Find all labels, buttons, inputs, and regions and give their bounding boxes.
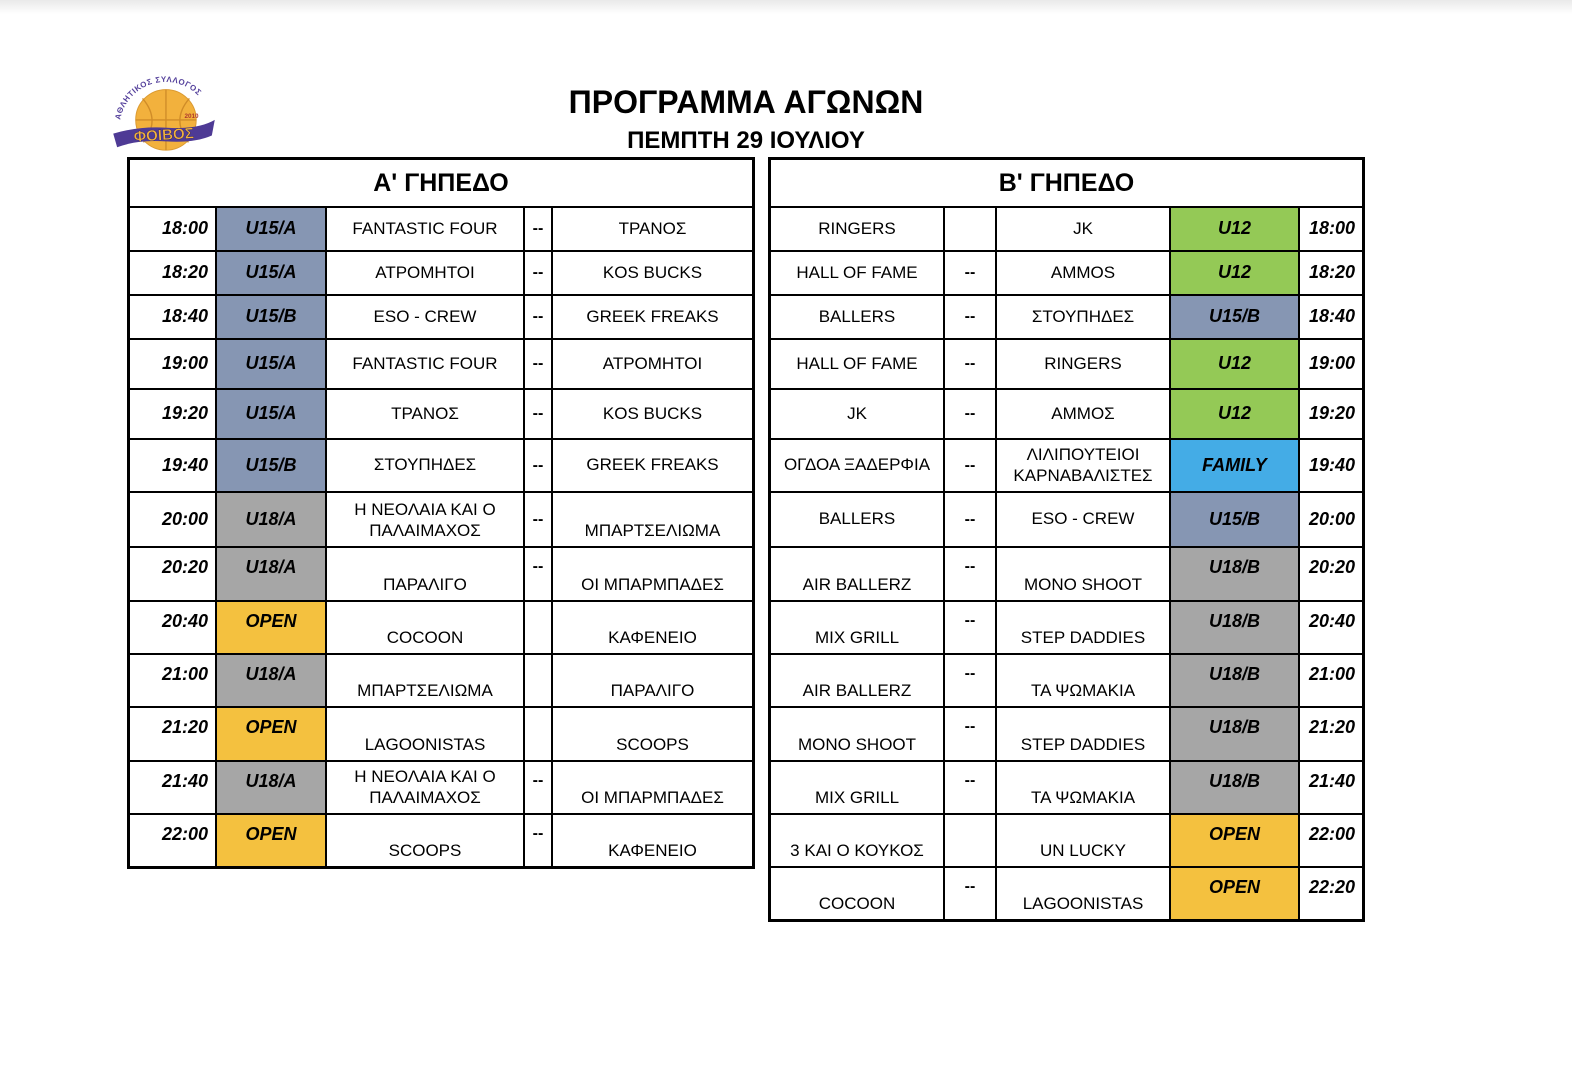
vs-separator: -- [945,390,995,438]
time-cell: 19:20 [130,390,215,438]
vs-separator: -- [525,390,551,438]
team1-cell: FANTASTIC FOUR [327,208,523,250]
vs-separator: -- [525,208,551,250]
page-subtitle: ΠΕΜΠΤΗ 29 ΙΟΥΛΙΟΥ [627,127,865,154]
team2-cell: ΟΙ ΜΠΑΡΜΠΑΔΕΣ [553,762,752,813]
team1-cell: COCOON [327,602,523,653]
vs-separator: -- [525,296,551,338]
vs-separator: -- [945,762,995,813]
time-cell: 18:00 [130,208,215,250]
category-badge: U15/A [217,340,325,388]
time-cell: 18:20 [130,252,215,294]
category-badge: U18/B [1171,708,1298,760]
time-cell: 20:40 [1300,602,1362,653]
team1-cell: AIR BALLERZ [771,548,943,600]
time-cell: 19:00 [130,340,215,388]
team2-cell: ΠΑΡΑΛΙΓΟ [553,655,752,706]
team1-cell: BALLERS [771,296,943,338]
court-a-header: Α' ΓΗΠΕΔΟ [130,160,752,206]
team1-cell: SCOOPS [327,815,523,866]
category-badge: U18/B [1171,762,1298,813]
court-b-header: Β' ΓΗΠΕΔΟ [771,160,1362,206]
time-cell: 21:20 [130,708,215,760]
vs-separator: -- [525,252,551,294]
vs-separator: -- [945,602,995,653]
vs-separator: -- [945,655,995,706]
team1-cell: ΟΓΔΟΑ ΞΑΔΕΡΦΙΑ [771,440,943,491]
team1-cell: MONO SHOOT [771,708,943,760]
team2-cell: ΤΑ ΨΩΜΑΚΙΑ [997,762,1169,813]
category-badge: U18/B [1171,548,1298,600]
team2-cell: ΚΑΦΕΝΕΙΟ [553,815,752,866]
time-cell: 19:40 [130,440,215,491]
category-badge: U12 [1171,340,1298,388]
team1-cell: BALLERS [771,493,943,546]
category-badge: OPEN [217,602,325,653]
vs-separator: -- [945,340,995,388]
team1-cell: Η ΝΕΟΛΑΙΑ ΚΑΙ Ο ΠΑΛΑΙΜΑΧΟΣ [327,762,523,813]
team2-cell: KOS BUCKS [553,390,752,438]
vs-separator: -- [525,440,551,491]
category-badge: OPEN [217,708,325,760]
team2-cell: ΚΑΦΕΝΕΙΟ [553,602,752,653]
team2-cell: ΜΠΑΡΤΣΕΛΙΩΜΑ [553,493,752,546]
court-b-table [768,157,1365,922]
time-cell: 21:00 [130,655,215,706]
team1-cell: ΣΤΟΥΠΗΔΕΣ [327,440,523,491]
team1-cell: ΑΤΡΟΜΗΤΟΙ [327,252,523,294]
category-badge: U15/B [217,440,325,491]
vs-separator [525,655,551,706]
category-badge: U12 [1171,390,1298,438]
team1-cell: JK [771,390,943,438]
team1-cell: MIX GRILL [771,602,943,653]
vs-separator: -- [945,296,995,338]
team1-cell: HALL OF FAME [771,340,943,388]
vs-separator [525,708,551,760]
page-title: ΠΡΟΓΡΑΜΜΑ ΑΓΩΝΩΝ [568,84,924,120]
team2-cell: ΑΤΡΟΜΗΤΟΙ [553,340,752,388]
time-cell: 21:40 [130,762,215,813]
team1-cell: AIR BALLERZ [771,655,943,706]
time-cell: 21:40 [1300,762,1362,813]
category-badge: OPEN [1171,868,1298,919]
category-badge: U18/A [217,548,325,600]
team2-cell: RINGERS [997,340,1169,388]
vs-separator: -- [945,252,995,294]
team2-cell: LAGOONISTAS [997,868,1169,919]
time-cell: 22:00 [1300,815,1362,866]
team2-cell: ΣΤΟΥΠΗΔΕΣ [997,296,1169,338]
team2-cell: ΛΙΛΙΠΟΥΤΕΙΟΙ ΚΑΡΝΑΒΑΛΙΣΤΕΣ [997,440,1169,491]
category-badge: U15/A [217,390,325,438]
team2-cell: SCOOPS [553,708,752,760]
team1-cell: Η ΝΕΟΛΑΙΑ ΚΑΙ Ο ΠΑΛΑΙΜΑΧΟΣ [327,493,523,546]
team2-cell: ΤΑ ΨΩΜΑΚΙΑ [997,655,1169,706]
category-badge: U18/A [217,762,325,813]
logo-arc-text: ΑΘΛΗΤΙΚΟΣ ΣΥΛΛΟΓΟΣ [113,76,204,121]
time-cell: 20:20 [130,548,215,600]
category-badge: U18/B [1171,655,1298,706]
vs-separator: -- [945,868,995,919]
viewer-top-shadow [0,0,1572,14]
vs-separator: -- [525,762,551,813]
court-a-table [127,157,755,869]
team1-cell: ESO - CREW [327,296,523,338]
time-cell: 18:40 [130,296,215,338]
category-badge: U15/A [217,252,325,294]
team1-cell: ΤΡΑΝΟΣ [327,390,523,438]
time-cell: 21:20 [1300,708,1362,760]
team2-cell: MONO SHOOT [997,548,1169,600]
logo-club-name: ΦΟΙΒΟΣ [133,125,195,146]
team2-cell: GREEK FREAKS [553,440,752,491]
team2-cell: ESO - CREW [997,493,1169,546]
time-cell: 20:00 [1300,493,1362,546]
category-badge: U12 [1171,252,1298,294]
time-cell: 20:40 [130,602,215,653]
category-badge: U18/B [1171,602,1298,653]
vs-separator: -- [945,548,995,600]
team2-cell: UN LUCKY [997,815,1169,866]
team1-cell: ΜΠΑΡΤΣΕΛΙΩΜΑ [327,655,523,706]
vs-separator: -- [525,548,551,600]
team2-cell: STEP DADDIES [997,708,1169,760]
vs-separator: -- [945,440,995,491]
category-badge: U15/B [1171,296,1298,338]
vs-separator [525,602,551,653]
time-cell: 22:20 [1300,868,1362,919]
time-cell: 19:40 [1300,440,1362,491]
team1-cell: FANTASTIC FOUR [327,340,523,388]
team2-cell: JK [997,208,1169,250]
vs-separator: -- [525,815,551,866]
category-badge: U15/A [217,208,325,250]
category-badge: U15/B [1171,493,1298,546]
time-cell: 20:20 [1300,548,1362,600]
category-badge: U18/A [217,655,325,706]
logo-year: 2010 [184,112,199,120]
category-badge: U12 [1171,208,1298,250]
team2-cell: ΤΡΑΝΟΣ [553,208,752,250]
time-cell: 18:40 [1300,296,1362,338]
team1-cell: MIX GRILL [771,762,943,813]
category-badge: U18/A [217,493,325,546]
team2-cell: STEP DADDIES [997,602,1169,653]
time-cell: 19:20 [1300,390,1362,438]
category-badge: U15/B [217,296,325,338]
time-cell: 20:00 [130,493,215,546]
vs-separator: -- [525,493,551,546]
team1-cell: RINGERS [771,208,943,250]
vs-separator: -- [945,708,995,760]
team1-cell: ΠΑΡΑΛΙΓΟ [327,548,523,600]
time-cell: 18:20 [1300,252,1362,294]
time-cell: 19:00 [1300,340,1362,388]
vs-separator [945,815,995,866]
team2-cell: GREEK FREAKS [553,296,752,338]
team1-cell: 3 ΚΑΙ Ο ΚΟΥΚΟΣ [771,815,943,866]
vs-separator: -- [945,493,995,546]
time-cell: 22:00 [130,815,215,866]
team2-cell: KOS BUCKS [553,252,752,294]
category-badge: FAMILY [1171,440,1298,491]
team1-cell: LAGOONISTAS [327,708,523,760]
team1-cell: HALL OF FAME [771,252,943,294]
team2-cell: ΟΙ ΜΠΑΡΜΠΑΔΕΣ [553,548,752,600]
time-cell: 21:00 [1300,655,1362,706]
category-badge: OPEN [1171,815,1298,866]
time-cell: 18:00 [1300,208,1362,250]
vs-separator [945,208,995,250]
team2-cell: AMMOS [997,252,1169,294]
vs-separator: -- [525,340,551,388]
team1-cell: COCOON [771,868,943,919]
team2-cell: ΑΜΜΟΣ [997,390,1169,438]
category-badge: OPEN [217,815,325,866]
